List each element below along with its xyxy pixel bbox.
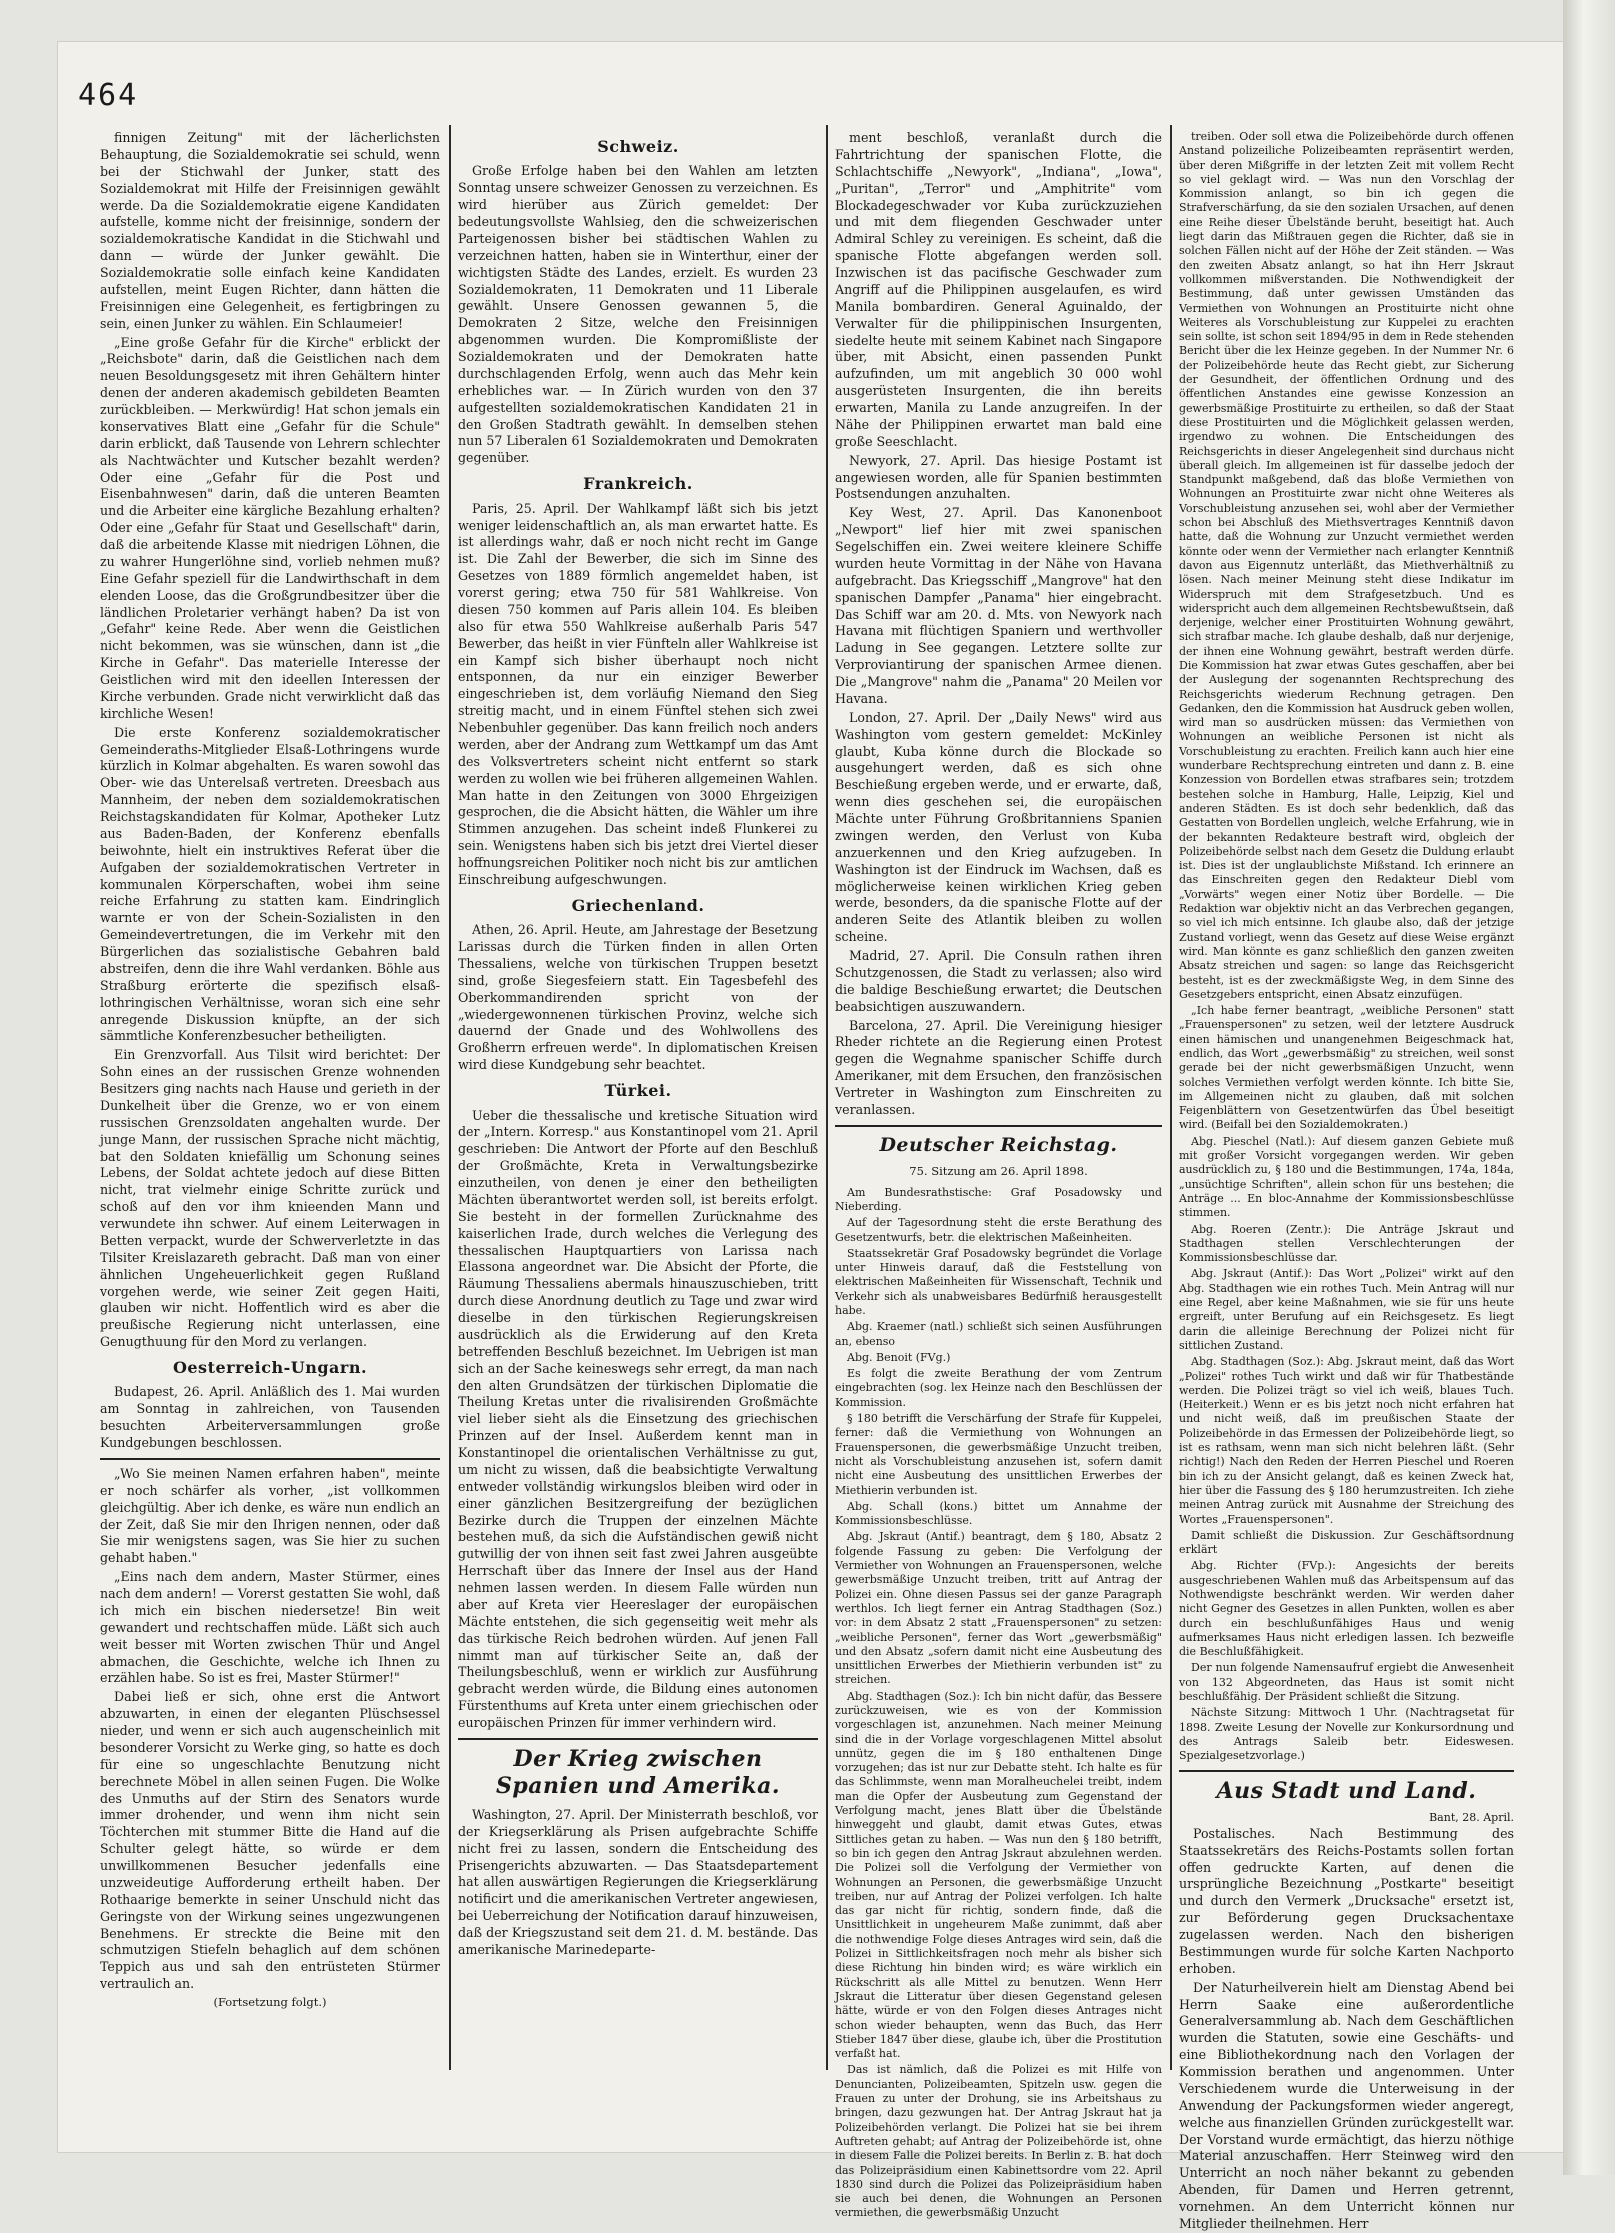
article-paragraph: Washington, 27. April. Der Ministerrath beschloß, vor der Kriegserklärung als Prisen aufgebrachte Schiffe nicht frei zu lassen, sondern die Entscheidung des Prisengerichts abzuwarten. — Das Staatsdepartement hat allen auswärtigen Regierungen die Kriegserklärung notificirt und die amerikanischen Vertreter angewiesen, bei Ueberreichung der Notification darauf hinzuweisen, daß der Kriegszustand seit dem 21. d. M. bestände. Das amerikanische Marinedeparte-	[458, 1806, 818, 1957]
article-paragraph: Athen, 26. April. Heute, am Jahrestage der Besetzung Larissas durch die Türken finden in allen Orten Thessaliens, welche von türkischen Truppen besetzt sind, große Siegesfeiern statt. Ein Tagesbefehl des Oberkommandirenden spricht von der „wiedergewonnenen türkischen Provinz, welche sich dauernd der Gnade und des Wohlwollens des Großherrn erfreuen werde". In diplomatischen Kreisen wird diese Kundgebung sehr beachtet.	[458, 922, 818, 1073]
report-paragraph: Abg. Jskraut (Antif.) beantragt, dem § 180, Absatz 2 folgende Fassung zu geben: Die Verfolgung der Vermiether von Wohnungen an Frauenspersonen, welche gewerbsmäßige Unzucht treiben, tritt auf Antrag der Polizei ein. Ohne diesen Passus sei der ganze Paragraph werthlos. Ich liegt ferner ein Antrag Stadthagen (Soz.) vor: in dem Absatz 2 statt „Frauenspersonen" zu setzen: „weibliche Personen", ferner das Wort „gewerbsmäßig" und den Absatz „sofern damit nicht eine Ausbeutung des unsittlichen Erwerbes der Miethierin verbunden ist" zu streichen.	[835, 1530, 1162, 1687]
reichstag-report	[835, 1186, 1162, 2221]
report-paragraph: Staatssekretär Graf Posadowsky begründet die Vorlage unter Hinweis darauf, daß die Feststellung von elektrischen Maßeinheiten für Wissenschaft, Technik und Verkehr sich als unabweisbares Bedürfniß herausgestellt habe.	[835, 1246, 1162, 1317]
article-paragraph: Der Naturheilverein hielt am Dienstag Abend bei Herrn Saake eine außerordentliche Generalversammlung ab. Nach dem Geschäftlichen wurden die Statuten, sowie eine Geschäfts- und eine Bibliothekordnung nach den Vorlagen der Kommission berathen und angenommen. Unter Verschiedenem wurde die Unterweisung in der Anwendung der Packungsformen wieder angeregt, welche aus finanziellen Gründen zurückgestellt war. Der Vorstand wurde ermächtigt, das hierzu nöthige Material anzuschaffen. Herr Steinweg wird den Unterricht an noch näher bekannt zu gebenden Abenden, für Damen und Herren getrennt, vornehmen. An dem Unterricht können nur Mitglieder theilnehmen. Herr	[1179, 1979, 1514, 2231]
feuilleton-paragraph: „Eins nach dem andern, Master Stürmer, eines nach dem andern! — Vorerst gestatten Sie wohl, daß ich mich ein bischen niedersetze! Bin weit gewandert und rechtschaffen müde. Läßt sich auch weit besser mit Worten zwischen Thür und Angel abmachen, die Geschichte, welche ich Ihnen zu erzählen habe. So ist es frei, Master Stürmer!"	[100, 1569, 440, 1686]
feuilleton-paragraph: Dabei ließ er sich, ohne erst die Antwort abzuwarten, in einen der eleganten Plüschsessel nieder, und wenn er sich auch augenscheinlich mit besonderer Vorsicht zu Werke ging, so hatte es doch für eine so ungeschlachte Benutzung nicht berechnete Möbel in allen seinen Fugen. Die Wolke des Unmuths auf der Stirn des Senators wurde immer drohender, und wenn ihm nicht sein Töchterchen mit stummer Bitte die Hand auf die Schulter gelegt hätte, so würde er dem unwillkommenen Besucher jedenfalls eine unzweideutige Aufforderung ertheilt haben. Der Rothaarige bemerkte in seiner Unschuld nicht das Geringste von der Wirkung seines ungezwungenen Benehmens. Er streckte die Beine mit den schmutzigen Stiefeln behaglich auf dem schönen Teppich aus und sah den entrüsteten Stürmer vertraulich an.	[100, 1689, 440, 1992]
continuation-note: (Fortsetzung folgt.)	[213, 1995, 327, 2010]
article-paragraph: Ueber die thessalische und kretische Situation wird der „Intern. Korresp." aus Konstantinopel vom 21. April geschrieben: Die Antwort der Pforte auf den Beschluß der Großmächte, Kreta in Verwaltungsbezirke einzutheilen, von denen je einer den betheiligten Mächten überantwortet werden soll, ist bereits erfolgt. Sie besteht in der formellen Zurücknahme des kaiserlichen Irade, durch welches die Verlegung des thessalischen Hauptquartiers von Larissa nach Elassona angeordnet war. Die Absicht der Pforte, die Räumung Thessaliens abermals hinauszuschieben, tritt durch diese Anordnung deutlich zu Tage und zwar wird dieselbe in den türkischen Regierungskreisen ausdrücklich als die Erwiderung auf den Kreta betreffenden Beschluß bezeichnet. Im Uebrigen ist man sich an der Sache keineswegs sehr erregt, da man nach den alten Grundsätzen der türkischen Diplomatie die Theilung Kretas unter die rivalisirenden Großmächte viel lieber sieht als die Einsetzung des griechischen Prinzen auf der Insel. Außerdem kennt man in Konstantinopel die orientalischen Verhältnisse zu gut, um nicht zu wissen, daß die beabsichtigte Verwaltung entweder vollständig wirkungslos bleiben wird oder in einer gänzlichen Besitzergreifung der bezüglichen Bezirke durch die Truppen der einzelnen Mächte bestehen muß, da sich die Aufständischen gewiß nicht gutwillig der von ihnen seit fast zwei Jahren ausgeübte Herrschaft über das Innere der Insel aus der Hand nehmen lassen werden. In diesem Falle würden nun aber auf Kreta vier Heereslager der europäischen Mächte entstehen, die sich gegenseitig weit mehr als das türkische Reich bedrohen würden. Auf jenen Fall nimmt man auf türkischer Seite an, daß der Theilungsbeschluß, wenn er wirklich zur Ausführung gebracht werden würde, die Bildung eines autonomen Fürstenthums auf Kreta unter einem griechischen oder europäischen Prinzen für immer verhindern wird.	[458, 1107, 818, 1730]
feuilleton-paragraph: „Wo Sie meinen Namen erfahren haben", meinte er noch schärfer als vorher, „ist vollkommen gleichgültig. Aber ich denke, es wäre nun endlich an der Zeit, daß Sie mir den Ihrigen nennen, oder daß Sie mir wenigstens sagen, was Sie hier zu suchen gehabt haben."	[100, 1465, 440, 1566]
section-heading: Deutscher Reichstag.	[879, 1133, 1118, 1156]
article-paragraph: Paris, 25. April. Der Wahlkampf läßt sich bis jetzt weniger leidenschaftlich an, als man erwartet hatte. Es ist allerdings wahr, daß er noch nicht recht im Gange ist. Die Zahl der Bewerber, die sich im Sinne des Gesetzes von 1889 förmlich angemeldet haben, ist vorerst gering; etwa 750 für 581 Wahlkreise. Von diesen 750 kommen auf Paris allein 104. Es bleiben also für etwa 550 Wahlkreise außerhalb Paris 547 Bewerber, das heißt in vier Fünfteln aller Wahlkreise ist ein Kampf sich bisher überhaupt noch nicht entsponnen, da nur ein einziger Bewerber eingeschrieben ist, dem vorläufig Niemand den Sieg streitig macht, und in einem Fünftel stehen sich zwei Nebenbuhler gegenüber. Das kann freilich noch anders werden, aber der Andrang zum Wettkampf um das Amt des Volksvertreters scheint nicht entfernt so stark werden zu wollen wie bei früheren allgemeinen Wahlen. Man hatte in den Zeitungen von 3000 Ehrgeizigen gesprochen, die die Absicht hätten, die Wähler um ihre Stimmen anzugehen. Das scheint indeß Flunkerei zu sein. Wenigstens haben sich bis jetzt drei Viertel dieser hoffnungsreichen Politiker noch nicht bis zur amtlichen Einschreibung aufgeschwungen.	[458, 500, 818, 887]
column-2	[458, 130, 818, 2065]
report-paragraph: Damit schließt die Diskussion. Zur Geschäftsordnung erklärt	[1179, 1528, 1514, 1557]
report-paragraph: Der nun folgende Namensaufruf ergiebt die Anwesenheit von 132 Abgeordneten, das Haus ist somit nicht beschlußfähig. Der Präsident schließt die Sitzung.	[1179, 1661, 1514, 1704]
column-rule	[1170, 125, 1172, 2070]
report-paragraph: Abg. Stadthagen (Soz.): Abg. Jskraut meint, daß das Wort „Polizei" rothes Tuch wirkt und daß wir für Thatbestände werden. Die Polizei trägt so viel ich weiß, blaues Tuch. (Heiterkeit.) Wenn er es bis jetzt noch nicht erfahren hat und nicht weiß, daß im preußischen Staate der Polizeibehörde in das Ermessen der Polizeibehörde liegt, so ist es rathsam, wenn man sich nicht belehren läßt. (Sehr richtig!) Nach den Reden der Herren Pieschel und Roeren bin ich zu der Ansicht gelangt, daß es keinen Zweck hat, hier über die Fassung des § 180 herumzustreiten. Ich ziehe meinen Antrag zurück mit Ausnahme der Streichung des Wortes „Frauenspersonen".	[1179, 1355, 1514, 1526]
column-3	[835, 130, 1162, 2220]
section-heading: Türkei.	[604, 1081, 672, 1101]
section-heading: Schweiz.	[597, 137, 679, 156]
article-paragraph: finnigen Zeitung" mit der lächerlichsten Behauptung, die Sozialdemokratie sei schuld, wenn bei der Stichwahl der Junker, statt des Sozialdemokrat mit Hilfe der Freisinnigen gewählt werde. Da die Sozialdemokratie eigene Kandidaten aufstelle, komme nicht der freisinnige, sondern der sozialdemokratische Kandidat in die Stichwahl und dann — würde der Junker gewählt. Die Sozialdemokratie solle einfach keine Kandidaten aufstellen, meint Eugen Richter, dann hätten die Freisinnigen eine Gelegenheit, es fertigbringen zu sein, einen Junker zu wählen. Ein Schlaumeier!	[100, 130, 440, 331]
article-paragraph: Große Erfolge haben bei den Wahlen am letzten Sonntag unsere schweizer Genossen zu verzeichnen. Es wird hierüber aus Zürich gemeldet: Der bedeutungsvollste Wahlsieg, den die schweizerischen Parteigenossen bisher bei städtischen Wahlen zu verzeichnen hatten, haben sie in Winterthur, einer der wichtigsten Städte des Landes, erzielt. Es wurden 23 Sozialdemokraten, 11 Demokraten und 11 Liberale gewählt. Unsere Genossen gewannen 5, die Demokraten 2 Sitze, welche den Freisinnigen abgenommen wurden. Die Kompromißliste der Sozialdemokraten und der Demokraten hatte durchschlagenden Erfolg, wenn auch das Mehr kein erhebliches war. — In Zürich wurden von den 37 aufgestellten sozialdemokratischen Kandidaten 21 in den Großen Stadtrath gewählt. In demselben stehen nun 57 Liberalen 61 Sozialdemokraten und Demokraten gegenüber.	[458, 163, 818, 466]
section-heading: Aus Stadt und Land.	[1216, 1777, 1477, 1804]
report-paragraph: Auf der Tagesordnung steht die erste Berathung des Gesetzentwurfs, betr. die elektrischen Maßeinheiten.	[835, 1216, 1162, 1244]
section-heading: Frankreich.	[583, 474, 693, 494]
section-heading: Griechenland.	[571, 895, 705, 915]
report-paragraph: § 180 betrifft die Verschärfung der Strafe für Kuppelei, ferner: daß die Vermiethung von Wohnungen an Frauenspersonen, die gewerbsmäßige Unzucht treiben, nicht als Vorschubleistung anzusehen ist, sofern damit nicht eine Ausbeutung des unsittlichen Erwerbes der Miethierin verbunden ist.	[835, 1412, 1162, 1497]
report-paragraph: Abg. Jskraut (Antif.): Das Wort „Polizei" wirkt auf den Abg. Stadthagen wie ein rothes Tuch. Mein Antrag will nur eine Regel, aber keine Maßnahmen, wie sie für uns heute ergreift, unter Berufung auf ein Reichsgesetz. Es liegt darin die alleinige Berechnung der Polizei nicht für sittlichen Zustand.	[1179, 1267, 1514, 1352]
session-line: 75. Sitzung am 26. April 1898.	[909, 1164, 1088, 1179]
report-paragraph: Es folgt die zweite Berathung der vom Zentrum eingebrachten (sog. lex Heinze nach den Beschlüssen der Kommission.	[835, 1367, 1162, 1409]
page-number: 464	[78, 78, 139, 113]
column-4	[1179, 130, 1514, 2231]
report-paragraph: Abg. Kraemer (natl.) schließt sich seinen Ausführungen an, ebenso	[835, 1320, 1162, 1348]
article-paragraph: Key West, 27. April. Das Kanonenboot „Newport" lief hier mit zwei spanischen Segelschiffen ein. Zwei weitere kleinere Schiffe wurden heute Vormittag in der Nähe von Havana aufgebracht. Das Kriegsschiff „Mangrove" hat den spanischen Dampfer „Panama" hier eingebracht. Das Schiff war am 20. d. Mts. von Newyork nach Havana mit flüchtigen Spaniern und werthvoller Ladung in See gegangen. Letztere sollte zur Verproviantirung der spanischen Armee dienen. Die „Mangrove" nahm die „Panama" 20 Meilen vor Havana.	[835, 505, 1162, 706]
article-paragraph: Barcelona, 27. April. Die Vereinigung hiesiger Rheder richtete an die Regierung einen Protest gegen die Wegnahme spanischer Schiffe durch Amerikaner, mit dem Ersuchen, den französischen Vertreter in Washington zum Einschreiten zu veranlassen.	[835, 1017, 1162, 1117]
reichstag-report-continued	[1179, 130, 1514, 1764]
article-paragraph: „Eine große Gefahr für die Kirche" erblickt der „Reichsbote" darin, daß die Geistlichen nach dem neuen Besoldungsgesetz mit ihren Gehältern hinter denen der anderen akademisch gebildeten Beamten zurückbleiben. — Merkwürdig! Hat schon jemals ein konservatives Blatt eine „Gefahr für die Schule" darin erblickt, daß Tausende von Lehrern schlechter als Nachtwächter und Kutscher bezahlt werden? Oder eine „Gefahr für die Post und Eisenbahnwesen" darin, daß die unteren Beamten und die Arbeiter eine kärgliche Bezahlung erhalten? Oder eine „Gefahr für Staat und Gesellschaft" darin, daß die arbeitende Klasse mit niedrigen Löhnen, die zu wahrer Hungerlöhne sind, vorlieb nehmen muß? Eine Gefahr speziell für die Landwirthschaft in dem elenden Loose, das die Großgrundbesitzer über die ländlichen Proletarier verhängt haben? Da ist von „Gefahr" keine Rede. Aber wenn die Geistlichen nicht bekommen, was sie wünschen, dann ist „die Kirche in Gefahr". Das materielle Interesse der Geistlichen wird mit den ideellen Interessen der Kirche verbunden. Grade nicht verwirklicht daß das kirchliche Wesen!	[100, 334, 440, 721]
report-paragraph: Am Bundesrathstische: Graf Posadowsky und Nieberding.	[835, 1185, 1162, 1213]
article-paragraph: Madrid, 27. April. Die Consuln rathen ihren Schutzgenossen, die Stadt zu verlassen; also wird die baldige Beschießung erwartet; die Deutschen beabsichtigen auszuwandern.	[835, 948, 1162, 1014]
article-paragraph: Die erste Konferenz sozialdemokratischer Gemeinderaths-Mitglieder Elsaß-Lothringens wurde kürzlich in Kolmar abgehalten. Es waren sowohl das Ober- wie das Unterelsaß vertreten. Dreesbach aus Mannheim, der neben dem sozialdemokratischen Reichstagskandidaten für Kolmar, Apotheker Lutz aus Baden-Baden, der Konferenz ebenfalls beiwohnte, hielt ein instruktives Referat über die Aufgaben der sozialdemokratischen Vertreter in kommunalen Körperschaften, wobei ihm seine reiche Erfahrung zu statten kam. Eindringlich warnte er von der Schein-Sozialisten in den Gemeindevertretungen, die im Verkehr mit den Bürgerlichen das sozialistische Gebahren bald abstreifen, denn die ihre Wahl verdanken. Böhle aus Straßburg erörterte die spezifisch elsaß-lothringischen Verhältnisse, woran sich eine sehr anregende Diskussion knüpfte, an der sich sämmtliche Konferenzbesucher betheiligten.	[100, 724, 440, 1044]
article-paragraph: Budapest, 26. April. Anläßlich des 1. Mai wurden am Sonntag in zahlreichen, von Tausenden besuchten Arbeiterversammlungen große Kundgebungen beschlossen.	[100, 1384, 440, 1451]
report-paragraph: Nächste Sitzung: Mittwoch 1 Uhr. (Nachtragsetat für 1898. Zweite Lesung der Novelle zur Konkursordnung und des Antrags Saleib betr. Eideswesen. Spezialgesetzvorlage.)	[1179, 1706, 1514, 1763]
article-paragraph: Postalisches. Nach Bestimmung des Staatssekretärs des Reichs-Postamts sollen fortan offen gedruckte Karten, auf denen die ursprüngliche Bezeichnung „Postkarte" beseitigt und durch den Vermerk „Drucksache" ersetzt ist, zur Beförderung gegen Drucksachentaxe zugelassen werden. Nach den bisherigen Bestimmungen wurde für solche Karten Nachporto erhoben.	[1179, 1825, 1514, 1976]
report-paragraph: „Ich habe ferner beantragt, „weibliche Personen" statt „Frauenspersonen" zu setzen, weil der letztere Ausdruck einen hämischen und unangenehmen Beigeschmack hat, endlich, das Wort „gewerbsmäßig" zu streichen, weil sonst gerade bei der nicht gewerbsmäßigen Unzucht, wenn solches Vermiethen verfolgt werden könnte. Ich bitte Sie, im Allgemeinen nicht zu glauben, daß mit solchen Feigenblättern von Gesetzentwürfen das Übel beseitigt wird. (Beifall bei den Sozialdemokraten.)	[1179, 1004, 1514, 1132]
report-paragraph: Abg. Richter (FVp.): Angesichts der bereits ausgeschriebenen Wahlen muß das Arbeitspensum auf das Nothwendigste beschränkt werden. Wir werden daher nicht Gegner des Gesetzes in allen Punkten, wollen es aber durch ein beschlußunfähiges Haus und wenig aufmerksames Haus nicht erledigen lassen. Ich bezweifle die Beschlußfähigkeit.	[1179, 1559, 1514, 1659]
report-paragraph: Das ist nämlich, daß die Polizei es mit Hilfe von Denuncianten, Polizeibeamten, Spitzeln usw. gegen die Frauen zu unter der Drohung, sie ins Arbeitshaus zu bringen, dazu gezwungen hat. Der Antrag Jskraut hat ja Polizeibehörden verlangt. Die Polizei hat sie bei ihrem Auftreten gehabt; auf Antrag der Polizeibehörde ist, ohne in diesem Falle die Polizei bereits. In Berlin z. B. hat doch das Polizeipräsidium einen Kabinettsordre vom 22. April 1830 sind durch die Polizei das Polizeipräsidium haben sie auch bei denen, die Wohnungen an Personen vermiethen, die gewerbsmäßig Unzucht	[835, 2063, 1162, 2220]
report-paragraph: Abg. Roeren (Zentr.): Die Anträge Jskraut und Stadthagen stellen Verschlechterungen der Kommissionsbeschlüsse dar.	[1179, 1222, 1514, 1265]
article-paragraph: London, 27. April. Der „Daily News" wird aus Washington vom gestern gemeldet: McKinley glaubt, Kuba könne durch die Blockade so ausgehungert werden, daß es sich ohne Beschießung ergeben werde, und er erwarte, daß, wenn dies geschehen sei, die europäischen Mächte unter Führung Großbritanniens Spanien zwingen werden, den Verlust von Kuba anzuerkennen und den Krieg aufzugeben. In Washington ist der Eindruck im Wachsen, daß es möglicherweise keinen wirklichen Krieg geben werde, besonders, da die spanische Flotte auf der anderen Seite des Atlantik bleiben zu wollen scheine.	[835, 709, 1162, 945]
report-paragraph: Abg. Benoit (FVg.)	[847, 1350, 951, 1364]
article-paragraph: ment beschloß, veranlaßt durch die Fahrtrichtung der spanischen Flotte, die Schlachtschiffe „Newyork", „Indiana", „Iowa", „Puritan", „Terror" und „Amphitrite" vom Blockadegeschwader vor Kuba zurückzuziehen und mit dem fliegenden Geschwader unter Admiral Schley zu vereinigen. Es scheint, daß die spanische Flotte abgefangen werden soll. Inzwischen ist das pacifische Geschwader zum Angriff auf die Philippinen ausgelaufen, es wird Manila bombardiren. General Aguinaldo, der Verwalter für die philippinischen Insurgenten, siedelte heute mit seinem Kabinet nach Singapore über, mit Absicht, einen passenden Punkt aufzufinden, um mit angeblich 30 000 wohl ausgerüsteten Insurgenten, die ihn bereits erwarten, Manila zu Lande anzugreifen. In der Nähe der Philippinen erwartet man bald eine große Seeschlacht.	[835, 130, 1162, 449]
column-rule	[826, 125, 828, 2070]
report-paragraph: Abg. Pieschel (Natl.): Auf diesem ganzen Gebiete muß mit großer Vorsicht vorgegangen werden. Wir geben ausdrücklich zu, § 180 und die Bestimmungen, 174a, 184a, „unsüchtige Schriften", allein schon für uns bestehen; die Anträge ... En bloc-Annahme der Kommissionsbeschlüsse stimmen.	[1179, 1134, 1514, 1220]
section-heading: Oesterreich-Ungarn.	[172, 1358, 368, 1377]
divider	[835, 1125, 1162, 1127]
divider	[100, 1458, 440, 1460]
page-edge	[1563, 0, 1615, 2175]
column-1	[100, 130, 440, 2065]
divider	[1179, 1770, 1514, 1772]
section-heading: Der Krieg zwischen Spanien und Amerika.	[495, 1745, 780, 1800]
report-paragraph: Abg. Stadthagen (Soz.): Ich bin nicht dafür, das Bessere zurückzuweisen, wie es von der Kommission vorgeschlagen ist, anzunehmen. Nach meiner Meinung sind die in der Vorlage vorgeschlagenen Mittel absolut unnütz, gegen die im § 180 enthaltenen Dinge vorzugehen; das ist nur zur Debatte steht. Ich halte es für das Schlimmste, wenn man Moralheuchelei treibt, indem man die Opfer der Ausbeutung zum Gegenstand der Verfolgung macht, jenes Blatt über die Übelstände hinweggeht und glaubt, damit etwas Gutes, etwas Sittliches getan zu haben. — Was nun den § 180 betrifft, so bin ich gegen den Antrag Jskraut abzulehnen werden. Die Polizei soll die Verfolgung der Vermiether von Wohnungen an Personen, die gewerbsmäßige Unzucht treiben, nur auf Antrag der Polizei verfolgen. Ich halte das gar nicht für richtig, sondern finde, daß die Unsittlichkeit in ungeheurem Maße zunimmt, daß aber die nothwendige Folge dieses Antrages wird sein, daß die Polizei in Sittlichkeitsfragen noch mehr als bisher sich diese Richtung hin binden wird; es wäre wirklich ein Rückschritt als alle Mittel zu benutzen. Wenn Herr Jskraut die Litteratur über diesen Gegenstand gelesen hätte, würde er von den Folgen dieses Antrages nicht schon wieder behaupten, wenn das Buch, das Herr Stieber 1847 über diese, glaube ich, über die Prostitution verfaßt hat.	[835, 1689, 1162, 2061]
report-paragraph: Abg. Schall (kons.) bittet um Annahme der Kommissionsbeschlüsse.	[835, 1499, 1162, 1528]
report-paragraph: treiben. Oder soll etwa die Polizeibehörde durch offenen Anstand polizeiliche Polizeibeamten repräsentirt werden, über deren Mißgriffe in der letzten Zeit mit vollem Recht so viel geklagt wird. — Was nun den Vorschlag der Kommission anlangt, so bin ich gegen die Strafverschärfung, da sie den sozialen Ursachen, auf denen eine Reihe dieser Übelstände beruht, beseitigt hat. Auch liegt darin das Mißtrauen gegen die Richter, daß sie in solchen Fällen nicht auf der Höhe der Zeit ständen. — Was den zweiten Absatz anlangt, so hat ihn Herr Jskraut vollkommen mißverstanden. Die Nothwendigkeit der Bestimmung, daß unter gewissen Umständen das Vermiethen von Wohnungen an Prostituirte nicht ohne Weiteres als Vorschubleistung zur Kuppelei zu erachten sein sollte, ist schon seit 1894/95 in dem in Rede stehenden Bericht über die lex Heinze gegeben. In der Nummer Nr. 6 der Polizeibehörde heute das Recht giebt, zur Sicherung der Gesundheit, der öffentlichen Ordnung und des öffentlichen Anstandes eine gewisse Konzession an gewerbsmäßige Prostituirte zu ertheilen, so daß der Staat diese Prostituirten und die Möglichkeit gelassen werden, irgendwo zu wohnen. Die Entscheidungen des Reichsgerichts in dieser Angelegenheit sind durchaus nicht überall gleich. Im allgemeinen ist für dasselbe jedoch der Standpunkt maßgebend, daß das bloße Vermiethen von Wohnungen an Prostituirte zwar nicht ohne Weiteres als Vorschubleistung anzusehen sei, wohl aber der Vermiether schon bei Abschluß des Miethsvertrages Kenntniß davon hatte, daß die Wohnung zur Unzucht vermiethet werden könnte oder wenn der Vermiether nach erlangter Kenntniß davon aus Eigennutz unterläßt, das Miethverhältniß zu lösen. Nach meiner Meinung steht diese Indikatur im Widerspruch mit dem Strafgesetzbuch. Und es widerspricht auch dem allgemeinen Rechtsbewußtsein, daß derjenige, welcher einer Prostituirten Wohnung gewährt, sich strafbar mache. Ich glaube deshalb, daß nur derjenige, der ihnen eine Wohnung gewährt, bestraft werden dürfe. Die Kommission hat zwar etwas Gutes geschaffen, aber bei der Auslegung der sogenannten Rechtsprechung des Reichsgerichts wiederum Rechnung getragen. Den Gedanken, den die Kommission hat Ausdruck geben wollen, wird man so ausdrücken müssen: das Vermiethen von Wohnungen an weibliche Personen ist nicht als Vorschubleistung zu erachten. Freilich kann auch hier eine wunderbare Rechtsprechung eintreten und dann z. B. eine Konzession von Bordellen etwas strafbares sein; trotzdem bestehen solche in Hamburg, Halle, Leipzig, Kiel und anderen Städten. Es ist doch sehr bedenklich, daß das Gestatten von Bordellen ungleich, welche Erfahrung, wie in der bekannten Redakteure bestraft wird, obgleich der Polizeibehörde selbst nach dem Gesetz die Duldung erlaubt ist. Dies ist der unglaublichste Mißstand. Ich erinnere an das Einschreiten gegen den Redakteur Diebl vom „Vorwärts" wegen einer Notiz über Bordelle. — Die Redaktion war objektiv nicht an das Verbrechen gegangen, so viel ich mich entsinne. Ich glaube also, daß der jetzige Zustand vorliegt, wenn das Gesetz auf diese Weise ergänzt wird. Man könnte es ganz schließlich den ganzen zweiten Absatz streichen und sagen: so lange das Reichsgericht besteht, ist es der zweckmäßigste Weg, in dem Sinne des Gesetzgebers entspricht, einen Absatz einzufügen.	[1179, 130, 1514, 1001]
column-rule	[449, 125, 451, 2070]
local-dateline: Bant, 28. April.	[1429, 1811, 1514, 1825]
article-paragraph: Ein Grenzvorfall. Aus Tilsit wird berichtet: Der Sohn eines an der russischen Grenze wohnenden Besitzers ging nachts nach Hause und gerieth in der Dunkelheit über die Grenze, wo er von einem russischen Grenzsoldaten angehalten wurde. Der junge Mann, der russischen Sprache nicht mächtig, bat den Soldaten kniefällig um Schonung seines Lebens, der Soldat achtete jedoch auf diese Bitten nicht, trat vielmehr einige Schritte zurück und schoß auf den vor ihm knieenden Mann und verwundete ihn schwer. Auf einem Leiterwagen in Betten verpackt, wurde der Schwerverletzte in das Tilsiter Kreislazareth gebracht. Daß man von einer ähnlichen Ungeheuerlichkeit gegen Rußland vorgehen werde, wie seiner Zeit gegen Haiti, glauben wir nicht. Hoffentlich wird es aber die preußische Regierung nicht unterlassen, eine Genugthuung für den Mord zu verlangen.	[100, 1047, 440, 1350]
article-paragraph: Newyork, 27. April. Das hiesige Postamt ist angewiesen worden, alle für Spanien bestimmten Postsendungen anzuhalten.	[835, 452, 1162, 502]
divider	[458, 1738, 818, 1740]
